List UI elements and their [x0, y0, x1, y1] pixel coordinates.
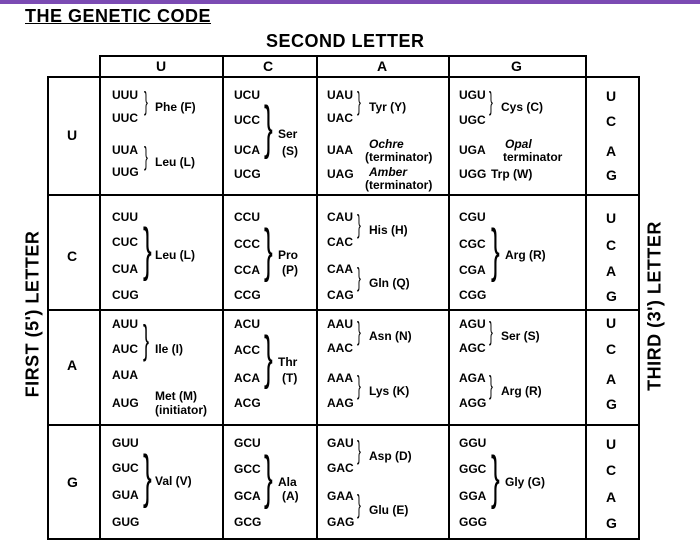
codon: AAA: [327, 371, 353, 385]
codon: UGC: [459, 113, 486, 127]
amino-acid: Lys (K): [369, 384, 410, 398]
codon: UAC: [327, 111, 353, 125]
brace: }: [491, 218, 500, 283]
codon: GAG: [327, 515, 355, 529]
grid-line: [316, 55, 318, 540]
codon: GGG: [459, 515, 488, 529]
third-letter: C: [606, 237, 617, 253]
codon: AGU: [459, 317, 486, 331]
amino-acid: Leu (L): [155, 155, 195, 169]
codon: UAG: [327, 167, 354, 181]
codon: UGA: [459, 143, 486, 157]
brace: }: [489, 370, 493, 400]
codon: AGG: [459, 396, 487, 410]
grid-line: [99, 55, 101, 540]
codon: UUC: [112, 111, 138, 125]
first-letter-g: G: [67, 474, 78, 490]
codon: GCC: [234, 462, 261, 476]
brace: }: [144, 86, 148, 116]
brace: }: [264, 325, 273, 390]
brace: }: [489, 86, 493, 116]
first-letter-c: C: [67, 248, 78, 264]
codon: GUC: [112, 461, 139, 475]
third-letter-label: THIRD (3') LETTER: [644, 221, 665, 391]
brace: }: [357, 489, 361, 519]
first-letter-label: FIRST (5') LETTER: [22, 230, 43, 398]
codon: GAA: [327, 489, 354, 503]
amino-acid: Ser (S): [501, 329, 540, 343]
codon: UCU: [234, 88, 260, 102]
amino-acid: Cys (C): [501, 100, 544, 114]
amino-acid: Glu (E): [369, 503, 409, 517]
grid-line: [47, 309, 640, 311]
codon: GCU: [234, 436, 261, 450]
brace: }: [144, 141, 148, 171]
stop-label: terminator: [503, 150, 563, 164]
brace: }: [491, 445, 500, 510]
page-title: THE GENETIC CODE: [25, 6, 212, 26]
codon: CGA: [459, 263, 486, 277]
codon: GAC: [327, 461, 354, 475]
codon: AUG: [112, 396, 139, 410]
codon: CUC: [112, 235, 138, 249]
amino-acid: Thr: [278, 355, 298, 369]
codon: CAC: [327, 235, 353, 249]
codon: UUA: [112, 143, 138, 157]
grid-line: [47, 76, 640, 78]
brace: }: [489, 316, 493, 346]
third-letter: G: [606, 288, 617, 304]
brace: }: [357, 435, 361, 465]
amino-acid: Phe (F): [155, 100, 196, 114]
second-letter-a: A: [377, 58, 388, 74]
third-letter: U: [606, 210, 617, 226]
first-letter-a: A: [67, 357, 78, 373]
brace: }: [264, 445, 273, 510]
codon: GCA: [234, 489, 261, 503]
third-letter: G: [606, 515, 617, 531]
brace: }: [357, 370, 361, 400]
stop-label: (terminator): [365, 150, 433, 164]
codon: GGU: [459, 436, 487, 450]
codon: CAU: [327, 210, 353, 224]
grid-line: [47, 194, 640, 196]
codon: GUU: [112, 436, 139, 450]
second-letter-u: U: [156, 58, 167, 74]
amino-acid: Ala: [278, 475, 297, 489]
third-letter: A: [606, 143, 617, 159]
codon: CUU: [112, 210, 138, 224]
brace: }: [357, 86, 361, 116]
codon: CGU: [459, 210, 486, 224]
amino-acid: Pro: [278, 248, 299, 262]
codon: CUG: [112, 288, 139, 302]
third-letter: G: [606, 167, 617, 183]
brace: }: [143, 217, 152, 282]
brace: }: [357, 316, 361, 346]
codon: ACU: [234, 317, 260, 331]
amino-acid: Tyr (Y): [369, 100, 407, 114]
codon: ACG: [234, 396, 261, 410]
amino-acid: Arg (R): [501, 384, 542, 398]
codon: UUG: [112, 165, 139, 179]
codon: AUA: [112, 368, 138, 382]
grid-line: [638, 76, 640, 540]
codon: GUG: [112, 515, 140, 529]
third-letter: U: [606, 88, 617, 104]
amino-acid: Ser: [278, 127, 298, 141]
amino-acid: His (H): [369, 223, 408, 237]
grid-line: [99, 55, 587, 57]
third-letter: C: [606, 113, 617, 129]
codon: AAC: [327, 341, 353, 355]
codon: AAG: [327, 396, 354, 410]
brace: }: [357, 209, 361, 239]
amino-acid: (S): [282, 144, 298, 158]
brace: }: [264, 218, 273, 283]
amino-acid: Arg (R): [505, 248, 546, 262]
top-accent-bar: [0, 0, 700, 4]
codon: UGG: [459, 167, 487, 181]
amino-acid: Gln (Q): [369, 276, 410, 290]
grid-line: [222, 55, 224, 540]
codon: ACC: [234, 343, 260, 357]
codon: CGG: [459, 288, 487, 302]
third-letter: G: [606, 396, 617, 412]
third-letter: A: [606, 371, 617, 387]
third-letter: U: [606, 315, 617, 331]
amino-acid: Leu (L): [155, 248, 195, 262]
amino-acid: (T): [282, 371, 298, 385]
codon: AUU: [112, 317, 138, 331]
codon: UAU: [327, 88, 353, 102]
codon: CAG: [327, 288, 354, 302]
grid-line: [47, 76, 49, 540]
codon: GAU: [327, 436, 354, 450]
brace: }: [143, 318, 150, 362]
amino-acid: Trp (W): [491, 167, 533, 181]
codon: GGC: [459, 462, 487, 476]
third-letter: A: [606, 489, 617, 505]
codon: CUA: [112, 262, 138, 276]
codon: GGA: [459, 489, 487, 503]
grid-line: [47, 424, 640, 426]
codon: AUC: [112, 342, 138, 356]
amino-acid: Gly (G): [505, 475, 546, 489]
codon: UGU: [459, 88, 486, 102]
second-letter-label: SECOND LETTER: [266, 31, 425, 51]
amino-acid-note: (initiator): [155, 403, 207, 417]
amino-acid: Asp (D): [369, 449, 412, 463]
codon: UCG: [234, 167, 261, 181]
codon: CCU: [234, 210, 260, 224]
amino-acid: Asn (N): [369, 329, 412, 343]
second-letter-c: C: [263, 58, 274, 74]
stop-name: Amber: [369, 165, 408, 179]
grid-line: [585, 55, 587, 540]
brace: }: [264, 95, 273, 160]
codon: UCC: [234, 113, 260, 127]
third-letter: C: [606, 462, 617, 478]
codon: GCG: [234, 515, 262, 529]
grid-line: [448, 55, 450, 540]
codon: CCA: [234, 263, 260, 277]
codon: CCG: [234, 288, 261, 302]
stop-name: Ochre: [369, 137, 404, 151]
amino-acid: Ile (I): [155, 342, 184, 356]
brace: }: [357, 262, 361, 292]
second-letter-g: G: [511, 58, 522, 74]
amino-acid: Val (V): [155, 474, 192, 488]
third-letter: U: [606, 436, 617, 452]
stop-label: (terminator): [365, 178, 433, 192]
codon: AAU: [327, 317, 353, 331]
first-letter-u: U: [67, 127, 78, 143]
amino-acid: Met (M): [155, 389, 197, 403]
codon: CAA: [327, 262, 353, 276]
codon: CGC: [459, 237, 486, 251]
third-letter: A: [606, 263, 617, 279]
codon: AGC: [459, 341, 486, 355]
codon: GUA: [112, 488, 139, 502]
codon: CCC: [234, 237, 260, 251]
third-letter: C: [606, 341, 617, 357]
codon: ACA: [234, 371, 260, 385]
codon: UAA: [327, 143, 353, 157]
codon: UCA: [234, 143, 260, 157]
amino-acid: (A): [282, 489, 299, 503]
codon: UUU: [112, 88, 138, 102]
codon: AGA: [459, 371, 486, 385]
grid-line: [47, 538, 640, 540]
amino-acid: (P): [282, 263, 298, 277]
stop-name: Opal: [505, 137, 532, 151]
brace: }: [143, 444, 152, 509]
